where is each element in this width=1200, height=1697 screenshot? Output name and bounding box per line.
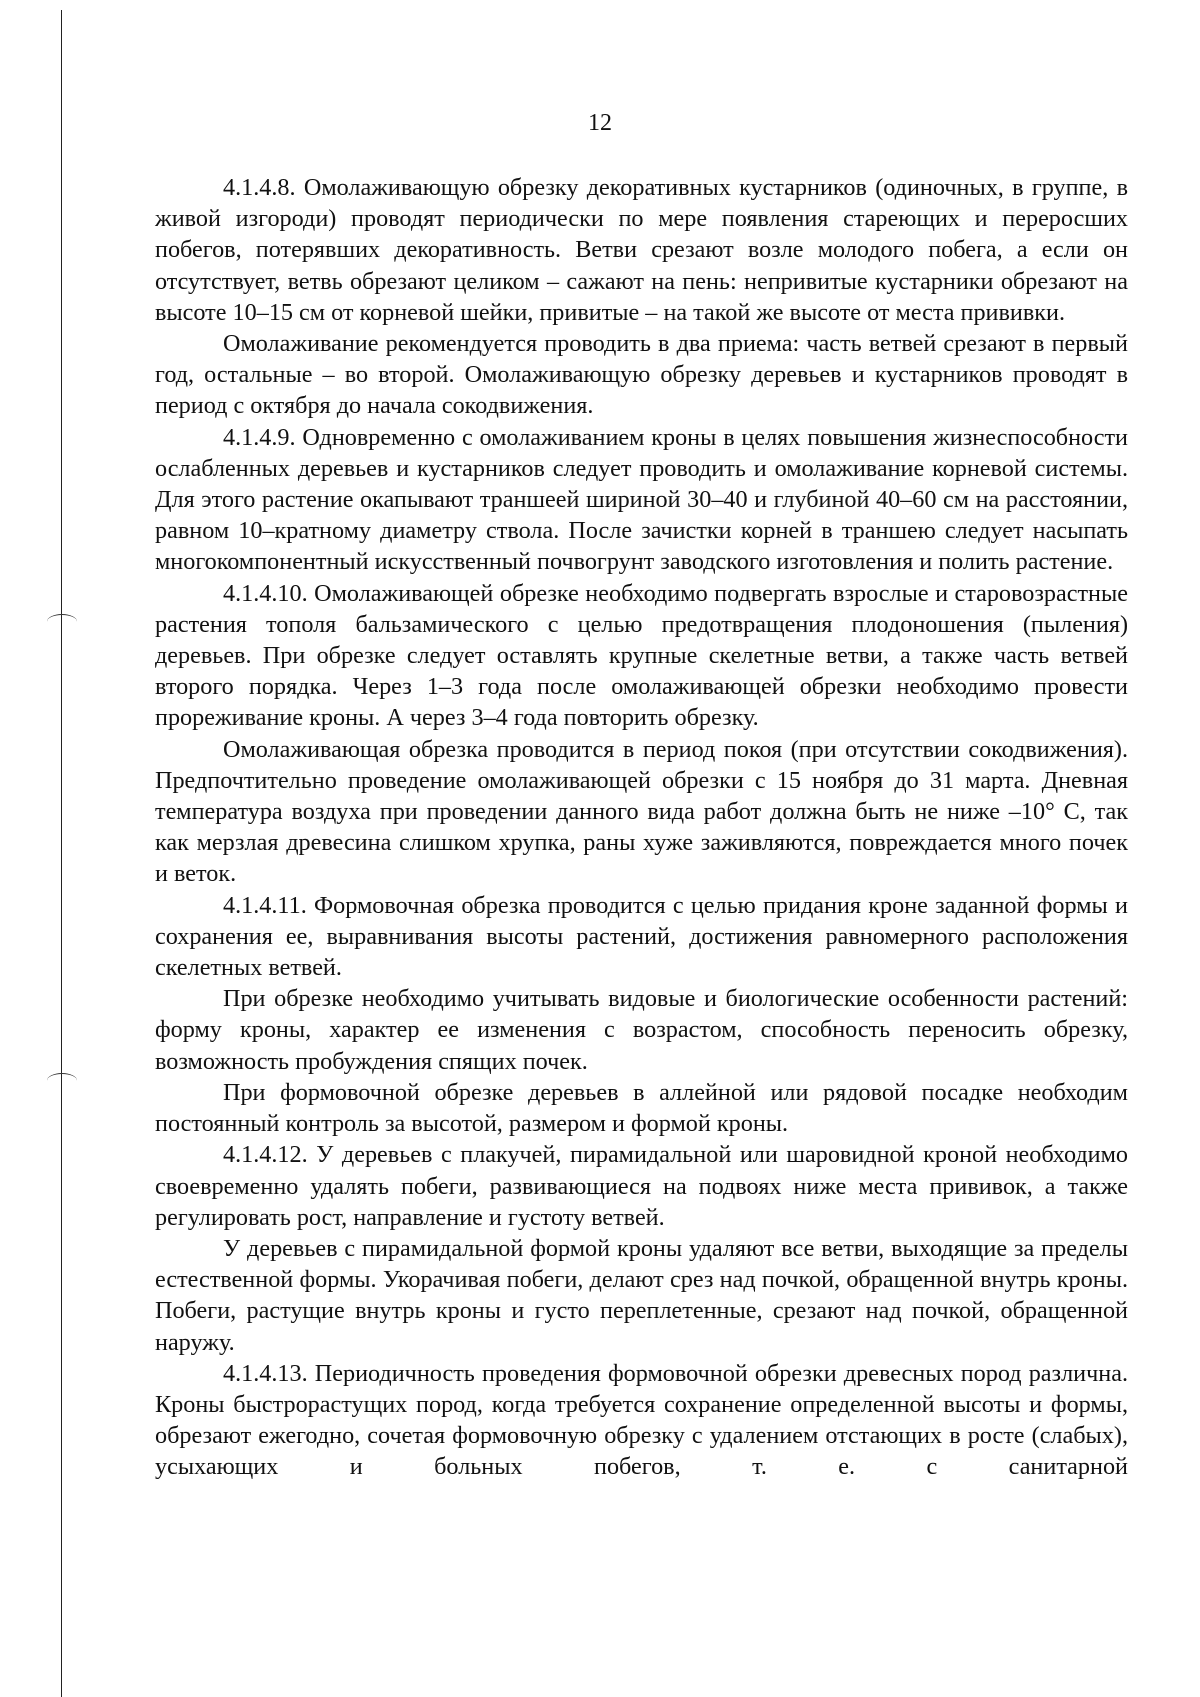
punch-hole-mark bbox=[47, 614, 77, 629]
binding-margin-line bbox=[61, 10, 62, 1697]
paragraph-4-1-4-12: 4.1.4.12. У деревьев с плакучей, пирамидальной или шаровидной кроной необходимо своевременно удалять побеги, развивающиеся на подвоях ниже места прививок, а также регулировать рост, направление и густоту ветвей. bbox=[155, 1141, 1128, 1231]
paragraph: При формовочной обрезке деревьев в аллейной или рядовой посадке необходим постоянный контроль за высотой, размером и формой кроны. bbox=[155, 1078, 1128, 1138]
document-body bbox=[155, 172, 1128, 1483]
paragraph-4-1-4-9: 4.1.4.9. Одновременно с омолаживанием кроны в целях повышения жизнеспособности ослабленных деревьев и кустарников следует проводить и омолаживание корневой системы. Для этого растение окапывают траншеей шириной 30–40 и глубиной 40–60 см на расстоянии, равном 10–кратному диаметру ствола. После зачистки корней в траншею следует насыпать многокомпонентный искусственный почвогрунт заводского изготовления и полить растение. bbox=[155, 423, 1128, 576]
paragraph: Омолаживающая обрезка проводится в период покоя (при отсутствии сокодвижения). Предпочтительно проведение омолаживающей обрезки с 15 ноября до 31 марта. Дневная температура воздуха при проведении данного вида работ должна быть не ниже –10° С, так как мерзлая древесина слишком хрупка, раны хуже заживляются, повреждается много почек и веток. bbox=[155, 735, 1128, 888]
paragraph: Омолаживание рекомендуется проводить в два приема: часть ветвей срезают в первый год, остальные – во второй. Омолаживающую обрезку деревьев и кустарников проводят в период с октября до начала сокодвижения. bbox=[155, 330, 1128, 420]
punch-hole-mark bbox=[47, 1073, 77, 1088]
paragraph-4-1-4-11: 4.1.4.11. Формовочная обрезка проводится с целью придания кроне заданной формы и сохранения ее, выравнивания высоты растений, достижения равномерного расположения скелетных ветвей. bbox=[155, 891, 1128, 982]
paragraph-4-1-4-13: 4.1.4.13. Периодичность проведения формовочной обрезки древесных пород различна. Кроны быстрорастущих пород, когда требуется сохранение определенной высоты и формы, обрезают ежегодно, сочетая формовочную обрезку с удалением отстающих в росте (слабых), усыхающих и больных побегов, т. е. с санитарной bbox=[155, 1359, 1128, 1481]
paragraph-4-1-4-8: 4.1.4.8. Омолаживающую обрезку декоративных кустарников (одиночных, в группе, в живой изгороди) проводят периодически по мере появления стареющих и переросших побегов, потерявших декоративность. Ветви срезают возле молодого побега, а если он отсутствует, ветвь обрезают целиком – сажают на пень: непривитые кустарники обрезают на высоте 10–15 см от корневой шейки, привитые – на такой же высоте от места прививки. bbox=[155, 174, 1128, 326]
paragraph: У деревьев с пирамидальной формой кроны удаляют все ветви, выходящие за пределы естественной формы. Укорачивая побеги, делают срез над почкой, обращенной внутрь кроны. Побеги, растущие внутрь кроны и густо переплетенные, срезают над почкой, обращенной наружу. bbox=[155, 1234, 1128, 1356]
paragraph: При обрезке необходимо учитывать видовые и биологические особенности растений: форму кроны, характер ее изменения с возрастом, способность переносить обрезку, возможность пробуждения спящих почек. bbox=[155, 985, 1128, 1075]
paragraph-4-1-4-10: 4.1.4.10. Омолаживающей обрезке необходимо подвергать взрослые и старовозрастные растения тополя бальзамического с целью предотвращения плодоношения (пыления) деревьев. При обрезке следует оставлять крупные скелетные ветви, а также часть ветвей второго порядка. Через 1–3 года после омолаживающей обрезки необходимо провести прореживание кроны. А через 3–4 года повторить обрезку. bbox=[155, 579, 1128, 732]
page-number: 12 bbox=[588, 110, 612, 136]
